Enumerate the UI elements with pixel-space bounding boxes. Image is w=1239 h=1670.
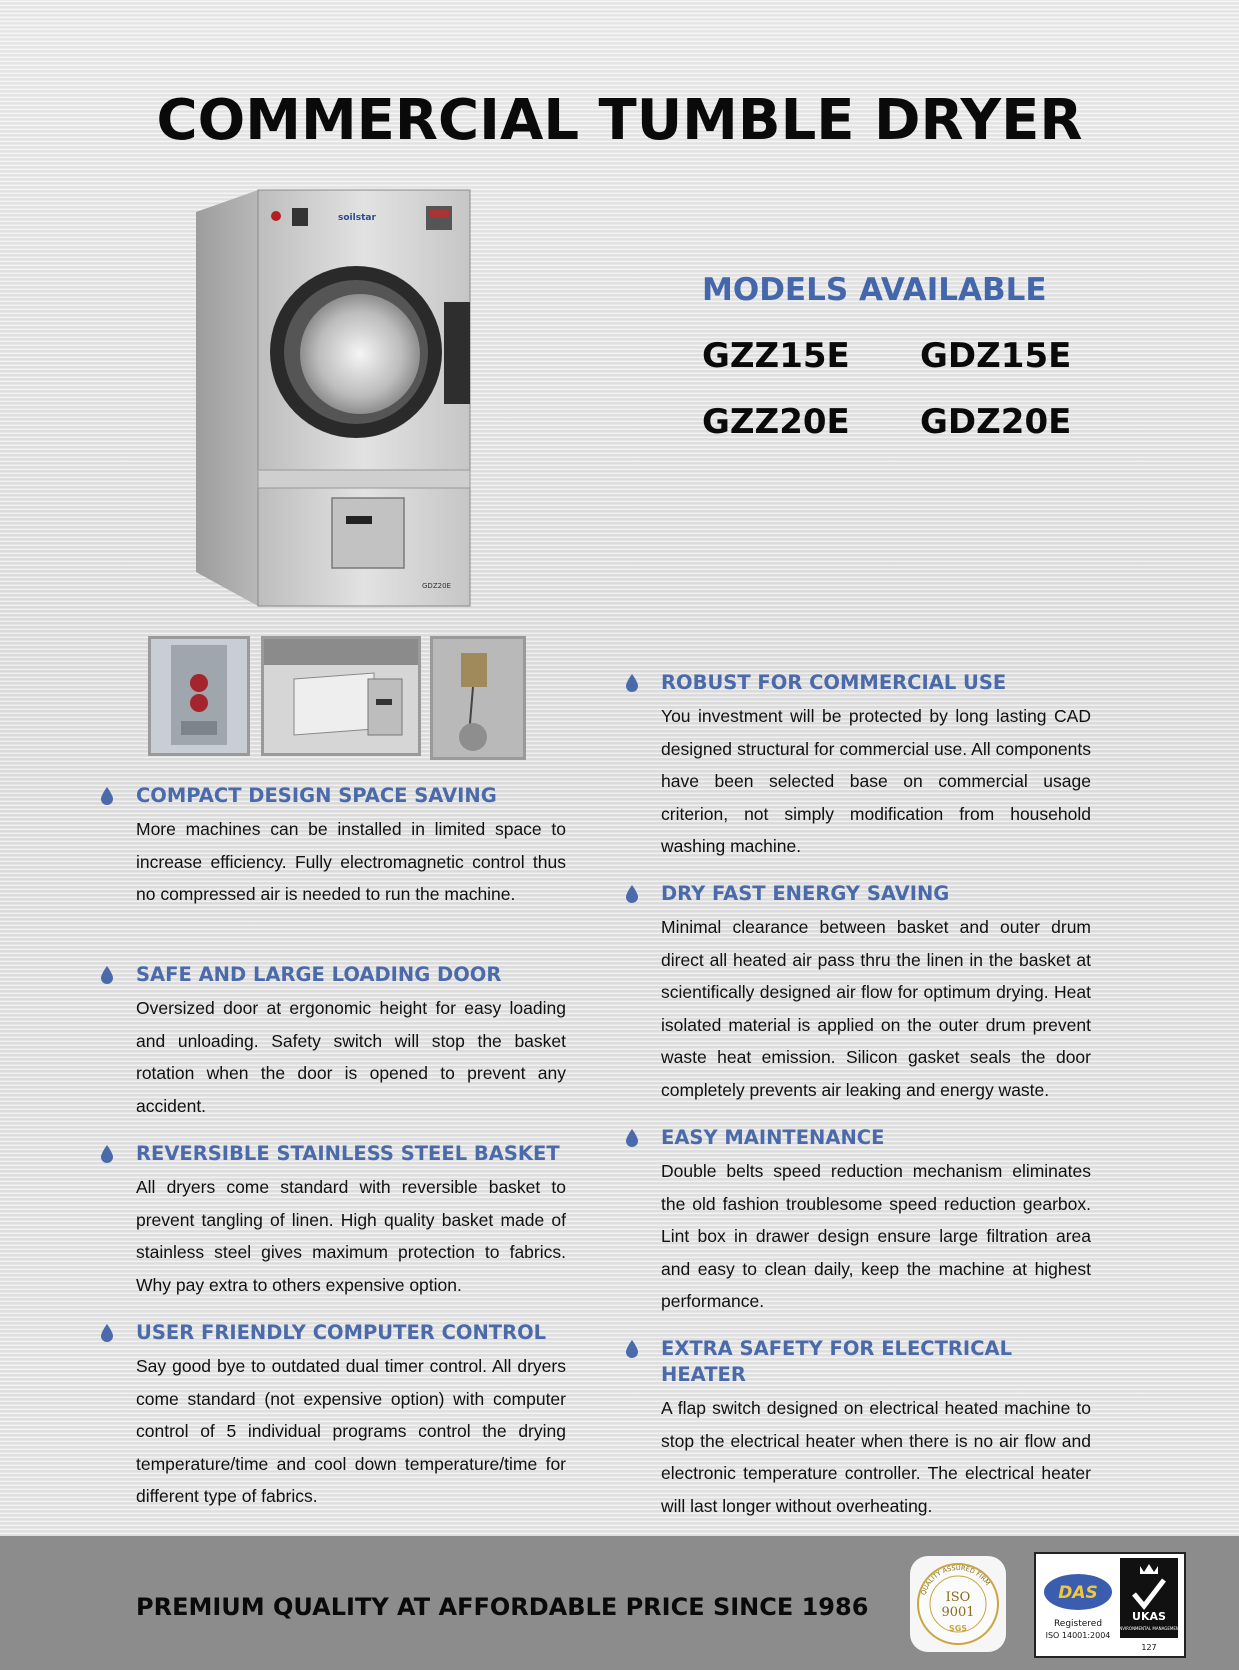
feature-energy-saving — [661, 881, 1091, 1106]
iso-number: 9001 — [941, 1605, 975, 1620]
ukas-label: UKAS — [1132, 1610, 1166, 1623]
heater-switch-thumbnail — [430, 636, 526, 760]
feature-title: USER FRIENDLY COMPUTER CONTROL — [136, 1321, 547, 1344]
control-panel-thumbnail — [148, 636, 250, 756]
water-drop-icon — [100, 787, 114, 805]
feature-compact-design — [136, 783, 566, 911]
feature-title: ROBUST FOR COMMERCIAL USE — [661, 671, 1007, 694]
model-item: GDZ20E — [920, 402, 1072, 442]
feature-text: Double belts speed reduction mechanism eliminates the old fashion troublesome speed reduction gearbox. Lint box in drawer design ensure large filtration area and easy to clean daily, keep the machine at highest performance. — [661, 1161, 1091, 1311]
feature-text: Say good bye to outdated dual timer control. All dryers come standard (not expensive option) with computer control of 5 individual programs control the drying temperature/time and cool down temperature/time for different type of fabrics. — [136, 1356, 566, 1506]
page-title: COMMERCIAL TUMBLE DRYER — [156, 88, 1083, 153]
model-item: GZZ15E — [702, 336, 850, 376]
feature-text: Oversized door at ergonomic height for easy loading and unloading. Safety switch will stop the basket rotation when the door is opened to prevent any accident. — [136, 998, 566, 1116]
iso-label: ISO — [945, 1590, 971, 1605]
feature-text: More machines can be installed in limited space to increase efficiency. Fully electromagnetic control thus no compressed air is needed to run the machine. — [136, 819, 566, 904]
feature-title: REVERSIBLE STAINLESS STEEL BASKET — [136, 1142, 560, 1165]
feature-heater-safety — [661, 1336, 1091, 1522]
lint-drawer-thumbnail — [261, 636, 421, 756]
iso-9001-certification-badge — [910, 1556, 1006, 1652]
model-item: GZZ20E — [702, 402, 850, 442]
das-logo: DAS — [1058, 1583, 1098, 1603]
ukas-number: 127 — [1141, 1643, 1157, 1652]
models-heading: MODELS AVAILABLE — [702, 272, 1047, 308]
sgs-label: SGS — [948, 1624, 968, 1633]
das-standard: ISO 14001:2004 — [1045, 1631, 1111, 1640]
dryer-product-image — [196, 186, 472, 610]
feature-title: COMPACT DESIGN SPACE SAVING — [136, 784, 497, 807]
feature-easy-maintenance — [661, 1125, 1091, 1318]
iso-ring-text: QUALITY ASSURED FIRM — [919, 1563, 992, 1597]
dryer-brand-label: soilstar — [338, 213, 376, 223]
feature-title: SAFE AND LARGE LOADING DOOR — [136, 963, 502, 986]
water-drop-icon — [625, 674, 639, 692]
footer-bar — [0, 1536, 1239, 1670]
water-drop-icon — [100, 1145, 114, 1163]
das-registered: Registered — [1053, 1619, 1103, 1629]
feature-text: You investment will be protected by long lasting CAD designed structural for commercial use. All components have been selected base on commercial usage criterion, not simply modification from household washing machine. — [661, 706, 1091, 856]
water-drop-icon — [100, 1324, 114, 1342]
feature-text: A flap switch designed on electrical heated machine to stop the electrical heater when there is no air flow and electronic temperature controller. The electrical heater will last longer without overheating. — [661, 1398, 1091, 1516]
water-drop-icon — [625, 885, 639, 903]
feature-loading-door — [136, 962, 566, 1122]
ukas-sub: ENVIRONMENTAL MANAGEMENT — [1116, 1626, 1182, 1631]
footer-tagline: PREMIUM QUALITY AT AFFORDABLE PRICE SINCE 1986 — [136, 1593, 869, 1621]
feature-robust-commercial — [661, 670, 1091, 863]
water-drop-icon — [625, 1129, 639, 1147]
feature-stainless-basket — [136, 1141, 566, 1301]
feature-text: All dryers come standard with reversible basket to prevent tangling of linen. High quality basket made of stainless steel gives maximum protection to fabrics. Why pay extra to others expensive option. — [136, 1177, 566, 1295]
dryer-model-label: GDZ20E — [422, 582, 451, 590]
feature-title: EXTRA SAFETY FOR ELECTRICAL HEATER — [661, 1337, 1013, 1386]
feature-title: DRY FAST ENERGY SAVING — [661, 882, 950, 905]
model-item: GDZ15E — [920, 336, 1072, 376]
water-drop-icon — [625, 1340, 639, 1358]
feature-text: Minimal clearance between basket and outer drum direct all heated air pass thru the linen in the basket at scientifically designed air flow for optimum drying. Heat isolated material is applied on the outer drum prevent waste heat emission. Silicon gasket seals the door completely prevents air leaking and energy waste. — [661, 917, 1091, 1100]
feature-title: EASY MAINTENANCE — [661, 1126, 885, 1149]
water-drop-icon — [100, 966, 114, 984]
das-ukas-certification-badge — [1034, 1552, 1186, 1658]
feature-computer-control — [136, 1320, 566, 1513]
